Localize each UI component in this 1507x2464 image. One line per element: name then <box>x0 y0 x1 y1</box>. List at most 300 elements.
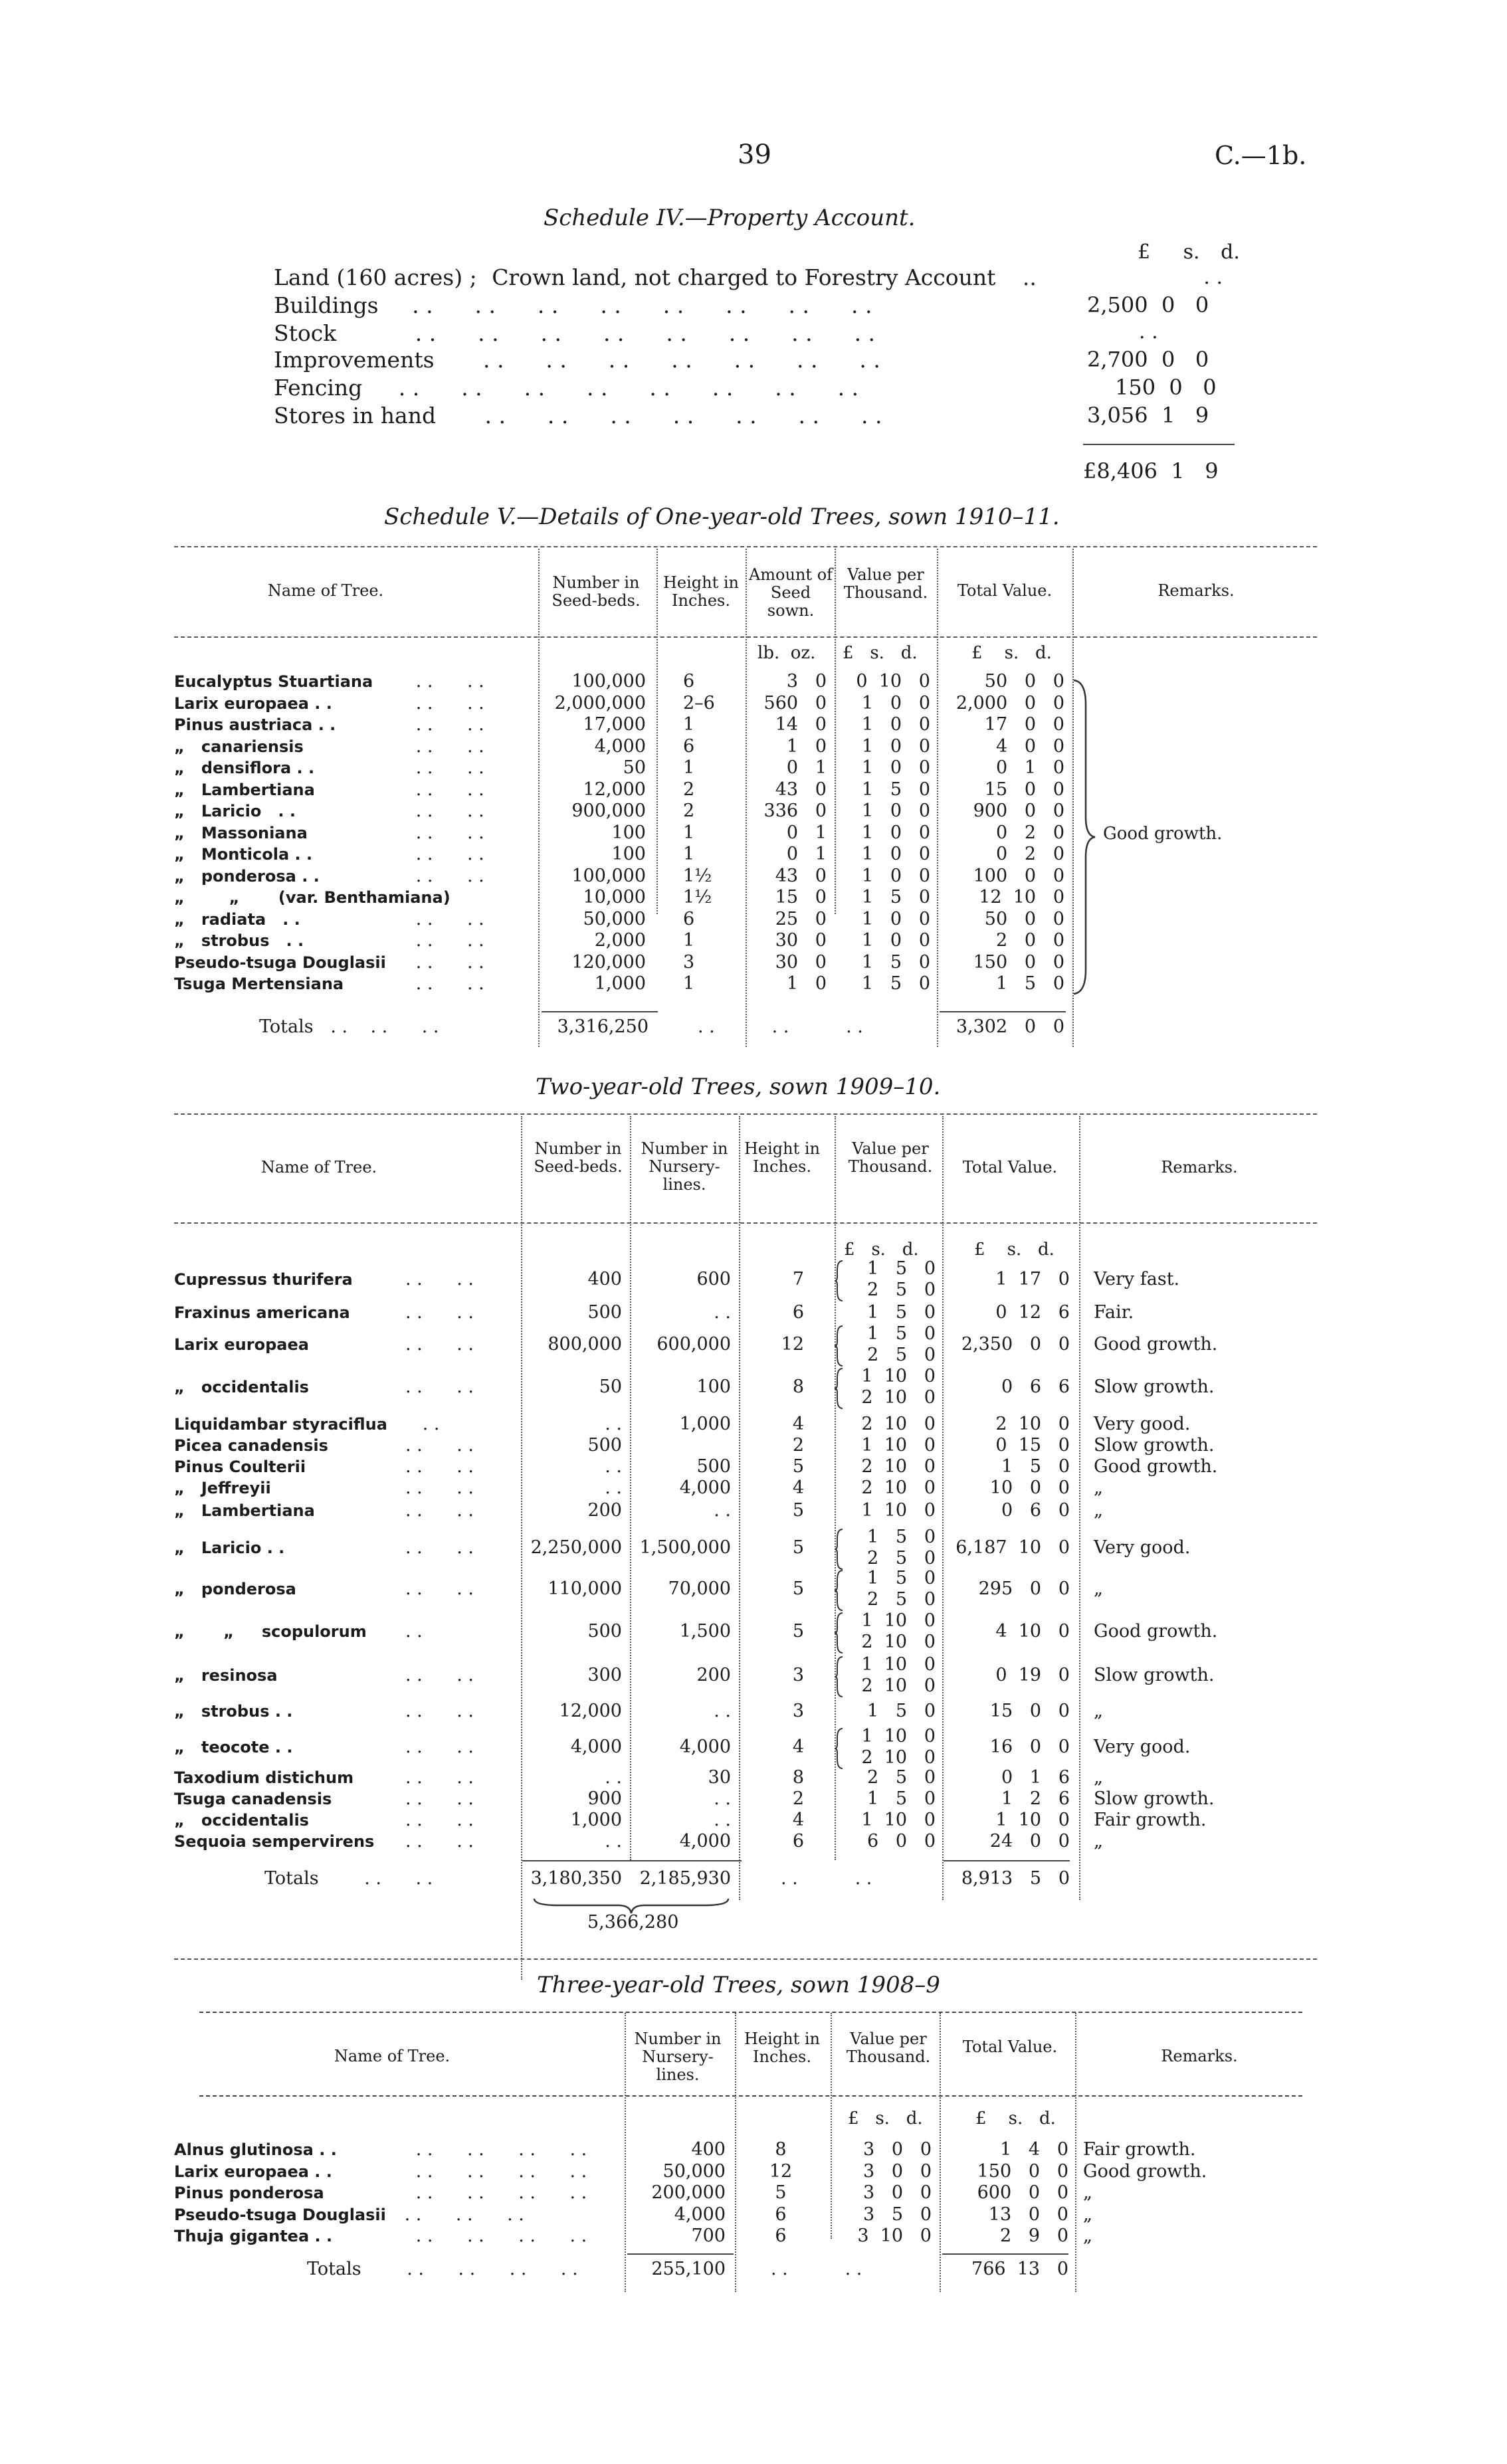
t2-nursery-cell: . . <box>714 1810 731 1830</box>
s4-label: Stores in hand <box>274 403 437 428</box>
s5-seedbeds-cell: 12,000 <box>583 779 646 800</box>
t2-height-cell: 4 <box>792 1414 804 1434</box>
shilling-header: s. <box>1183 240 1200 264</box>
t3-height-cell: 6 <box>775 2226 787 2246</box>
s5-tree-name: „ Massoniana <box>174 823 308 842</box>
t2-tree-name: Fraxinus americana <box>174 1303 350 1322</box>
t2-totals-rule <box>522 1860 742 1861</box>
s5-height-cell: 1½ <box>683 887 712 907</box>
t2-seedbeds-cell: . . <box>605 1477 622 1498</box>
s5-tree-name: „ „ (var. Benthamiana) <box>174 888 451 907</box>
t2-combined: 5,366,280 <box>587 1912 679 1933</box>
t2-tree-name: Liquidambar styraciflua <box>174 1415 387 1434</box>
t2-nursery-cell: . . <box>714 1500 731 1521</box>
s5-value-cell: 1 0 0 <box>861 844 930 864</box>
t3-header-name: Name of Tree. <box>334 2047 451 2065</box>
t2-total-cell: 10 0 0 <box>989 1477 1070 1498</box>
t2-tree-name: „ „ scopulorum <box>174 1622 367 1641</box>
s4-amount-stores: 3,056 1 9 <box>1087 403 1209 428</box>
t2-remark-cell: „ <box>1094 1831 1103 1851</box>
t3-sep <box>940 2013 942 2292</box>
t2-row-dots: . . . . <box>405 1456 474 1477</box>
t2-height-cell: 5 <box>792 1456 804 1477</box>
t2-total-cell: 1 10 0 <box>995 1810 1070 1830</box>
t2-height-cell: 8 <box>792 1767 804 1788</box>
t2-remark-cell: Very good. <box>1094 1537 1191 1558</box>
s5-seed-cell: 1 0 <box>786 973 827 994</box>
t2-height-cell: 3 <box>792 1665 804 1685</box>
t2-value-cell: 1 10 0 <box>861 1610 936 1631</box>
t3-height-cell: 5 <box>775 2182 787 2203</box>
s5-row-dots: . . . . <box>399 757 484 778</box>
t2-totals-rule2 <box>944 1860 1070 1861</box>
t2-value-brace <box>835 1325 844 1367</box>
t2-row-dots: . . . . <box>405 1302 474 1323</box>
s5-header-seedbeds: Number in Seed-beds. <box>552 573 641 610</box>
t2-value-cell: 2 10 0 <box>861 1387 936 1408</box>
t2-total-cell: 0 1 6 <box>1001 1767 1070 1788</box>
t2-row-dots: . . . . <box>405 1537 474 1558</box>
t2-remark-cell: „ <box>1094 1701 1103 1721</box>
t2-header-remarks: Remarks. <box>1161 1158 1238 1177</box>
t2-total-cell: 2,350 0 0 <box>961 1334 1070 1355</box>
t3-total-cell: 1 4 0 <box>999 2139 1068 2160</box>
t2-total-cell: 15 0 0 <box>989 1701 1070 1721</box>
t3-value-cell: 3 0 0 <box>862 2182 932 2203</box>
t2-tree-name: „ ponderosa <box>174 1580 296 1598</box>
t2-value-cell: 1 5 0 <box>866 1302 936 1323</box>
t2-row-dots: . . <box>405 1414 440 1434</box>
t2-nursery-cell: 500 <box>696 1456 731 1477</box>
s5-total-cell: 0 2 0 <box>995 822 1064 843</box>
s5-value-cell: 1 0 0 <box>861 714 930 735</box>
t2-remark-cell: Slow growth. <box>1094 1788 1215 1809</box>
t2-header-height: Height in Inches. <box>744 1139 821 1176</box>
s4-amount-land: . . <box>1203 266 1223 289</box>
t2-total-cell: 0 6 0 <box>1001 1500 1070 1521</box>
t2-bottom-rule <box>174 1958 1317 1960</box>
t2-value-cell: 6 0 0 <box>866 1831 936 1851</box>
t2-height-cell: 5 <box>792 1621 804 1642</box>
t3-tree-name: Pseudo-tsuga Douglasii <box>174 2205 386 2224</box>
t2-nursery-cell: 1,500 <box>679 1621 731 1642</box>
t3-header-value: Value per Thousand. <box>846 2030 931 2066</box>
t2-seedbeds-cell: 110,000 <box>548 1578 622 1599</box>
t3-totals-nursery: 255,100 <box>651 2259 726 2279</box>
s5-units-total: £ s. d. <box>971 643 1052 663</box>
t2-seedbeds-cell: 4,000 <box>570 1737 622 1757</box>
t3-totals-row <box>307 2259 578 2280</box>
t2-nursery-cell: 600 <box>696 1269 731 1289</box>
t2-value-cell: 2 10 0 <box>861 1675 936 1696</box>
s5-height-cell: 3 <box>683 951 695 973</box>
t2-seedbeds-cell: 500 <box>587 1621 622 1642</box>
t2-height-cell: 4 <box>792 1737 804 1757</box>
s5-header-remarks: Remarks. <box>1157 581 1235 600</box>
s5-row-dots: . . . . <box>399 973 484 994</box>
s5-height-cell: 6 <box>683 735 695 757</box>
s5-tree-name: „ canariensis <box>174 737 304 756</box>
s5-row-dots: . . . . <box>399 844 484 864</box>
s5-row-dots: . . . . <box>399 714 484 735</box>
t3-total-cell: 150 0 0 <box>977 2160 1068 2182</box>
schedule4-currency-header <box>1138 240 1240 264</box>
t3-remark-cell: Good growth. <box>1083 2160 1207 2182</box>
s5-seedbeds-cell: 2,000 <box>594 930 646 951</box>
s5-seed-cell: 1 0 <box>786 735 827 757</box>
t2-value-cell: 1 5 0 <box>866 1527 936 1547</box>
s5-total-cell: 12 10 0 <box>979 887 1064 907</box>
t2-top-rule <box>174 1113 1317 1115</box>
t2-total-cell: 24 0 0 <box>989 1831 1070 1851</box>
t3-row-dots: . . . . . . . . <box>399 2182 587 2203</box>
t2-row-dots: . . . . <box>405 1376 474 1397</box>
t2-value-cell: 1 5 0 <box>866 1258 936 1279</box>
t2-sep <box>1079 1116 1081 1900</box>
s5-total-cell: 2,000 0 0 <box>955 692 1064 713</box>
s4-row-stores <box>274 403 882 428</box>
s5-totals-label: Totals . . <box>259 1016 348 1037</box>
s5-value-cell: 1 0 0 <box>861 865 930 886</box>
t3-header-nursery: Number in Nursery-lines. <box>634 2030 722 2084</box>
t3-row-dots: . . . . . . . . <box>399 2226 587 2246</box>
t2-tree-name: Tsuga canadensis <box>174 1790 332 1808</box>
s4-amount-buildings: 2,500 0 0 <box>1087 292 1209 318</box>
t2-header-rule <box>174 1222 1317 1224</box>
t2-seedbeds-cell: 500 <box>587 1435 622 1456</box>
t2-tree-name: „ Lambertiana <box>174 1501 315 1520</box>
s5-row-dots: . . . . <box>399 671 484 692</box>
s5-tree-name: Tsuga Mertensiana <box>174 975 344 993</box>
t3-sep <box>1075 2013 1077 2292</box>
t2-value-cell: 1 5 0 <box>866 1323 936 1344</box>
s4-row-fencing <box>274 375 858 401</box>
t3-nursery-cell: 200,000 <box>651 2182 726 2203</box>
t3-row-dots: . . . . . . . . <box>399 2160 587 2182</box>
s4-dots: .. <box>1022 264 1037 290</box>
t3-tree-name: Pinus ponderosa <box>174 2184 324 2202</box>
s5-seed-cell: 336 0 <box>763 801 827 821</box>
t2-header-seedbeds: Number in Seed-beds. <box>534 1139 623 1176</box>
t2-seedbeds-cell: 12,000 <box>559 1701 622 1721</box>
t3-header-remarks: Remarks. <box>1161 2047 1238 2065</box>
t3-value-cell: 3 0 0 <box>862 2160 932 2182</box>
t3-tree-name: Thuja gigantea . . <box>174 2227 333 2245</box>
page-ref: C.—1b. <box>1215 141 1307 170</box>
t2-tree-name: Cupressus thurifera <box>174 1270 353 1289</box>
t2-remark-cell: Good growth. <box>1094 1621 1218 1642</box>
t2-remark-cell: Very good. <box>1094 1414 1191 1434</box>
s5-row-dots: . . . . <box>399 779 484 800</box>
t2-value-cell: 1 10 0 <box>861 1810 936 1830</box>
t2-total-cell: 1 2 6 <box>1001 1788 1070 1809</box>
t2-remark-cell: „ <box>1094 1500 1103 1521</box>
s5-height-cell: 2 <box>683 779 695 800</box>
t2-value-cell: 1 10 0 <box>861 1500 936 1521</box>
t3-remark-cell: „ <box>1083 2182 1092 2203</box>
s5-totals-mid: . . . . . . <box>698 1016 863 1037</box>
t2-tree-name: Taxodium distichum <box>174 1768 354 1787</box>
s5-seedbeds-cell: 120,000 <box>571 951 646 973</box>
t2-seedbeds-cell: . . <box>605 1414 622 1434</box>
s5-tree-name: „ strobus . . <box>174 931 304 950</box>
s5-seedbeds-cell: 100,000 <box>571 865 646 886</box>
t2-total-cell: 0 19 0 <box>995 1665 1070 1685</box>
t2-height-cell: 6 <box>792 1302 804 1323</box>
t3-top-rule <box>199 2012 1302 2013</box>
s5-seed-cell: 25 0 <box>775 908 827 929</box>
s5-total-cell: 50 0 0 <box>984 908 1064 929</box>
t2-row-dots: . . . . <box>405 1435 474 1456</box>
t3-totals-rule <box>627 2253 734 2255</box>
t3-totals-rule2 <box>942 2253 1068 2255</box>
t2-value-cell: 1 10 0 <box>861 1435 936 1456</box>
pound-header: £ <box>1138 240 1151 264</box>
t3-totals-total: 766 13 0 <box>971 2259 1068 2279</box>
t2-value-brace <box>835 1569 844 1612</box>
t2-remark-cell: Slow growth. <box>1094 1435 1215 1456</box>
t2-remark-cell: „ <box>1094 1767 1103 1788</box>
t2-totals-total: 8,913 5 0 <box>961 1868 1070 1889</box>
t3-height-cell: 6 <box>775 2204 787 2225</box>
t3-totals-label: Totals <box>307 2259 361 2279</box>
t3-remark-cell: „ <box>1083 2226 1092 2246</box>
t2-total-cell: 4 10 0 <box>995 1621 1070 1642</box>
t2-row-dots: . . . . <box>405 1334 474 1355</box>
s5-value-cell: 1 0 0 <box>861 822 930 843</box>
t2-height-cell: 4 <box>792 1477 804 1498</box>
t2-totals-label: Totals <box>264 1868 319 1889</box>
t2-total-cell: 2 10 0 <box>995 1414 1070 1434</box>
s5-height-cell: 1 <box>683 822 695 843</box>
t3-totals-dots: . . . . . . . . <box>407 2259 578 2279</box>
t2-nursery-cell: . . <box>714 1788 731 1809</box>
s4-dots: . . . . . . . . . . . . . . . . <box>415 320 876 346</box>
s5-height-cell: 6 <box>683 671 695 692</box>
t2-nursery-cell: 4,000 <box>679 1831 731 1851</box>
t2-nursery-cell: 200 <box>696 1665 731 1685</box>
t2-total-cell: 1 5 0 <box>1001 1456 1070 1477</box>
t2-nursery-cell: 1,000 <box>679 1414 731 1434</box>
t2-tree-name: „ strobus . . <box>174 1702 293 1721</box>
t2-value-cell: 1 10 0 <box>861 1726 936 1747</box>
t2-height-cell: 8 <box>792 1376 804 1397</box>
t2-row-dots: . . . . <box>405 1788 474 1809</box>
s5-seed-cell: 30 0 <box>775 930 827 951</box>
s5-header-name: Name of Tree. <box>267 581 384 600</box>
s5-height-cell: 6 <box>683 908 695 929</box>
s5-seed-cell: 15 0 <box>775 887 827 907</box>
t3-height-cell: 12 <box>769 2160 793 2182</box>
s5-header-total: Total Value. <box>957 581 1053 600</box>
t2-row-dots: . . . . <box>405 1477 474 1498</box>
t2-height-cell: 12 <box>781 1334 804 1355</box>
t2-remark-cell: Very good. <box>1094 1737 1191 1757</box>
s5-header-seed: Amount of Seed sown. <box>748 565 833 620</box>
t2-remark-cell: Fair. <box>1094 1302 1134 1323</box>
t2-seedbeds-cell: 800,000 <box>548 1334 622 1355</box>
t3-sep <box>735 2013 737 2292</box>
t3-value-cell: 3 5 0 <box>862 2204 932 2225</box>
t2-seedbeds-cell: 300 <box>587 1665 622 1685</box>
t2-remark-cell: Good growth. <box>1094 1456 1218 1477</box>
t3-nursery-cell: 4,000 <box>674 2204 726 2225</box>
s4-dots: . . . . . . . . . . . . . . . . <box>412 292 872 318</box>
s5-total-cell: 100 0 0 <box>973 865 1064 886</box>
t2-value-cell: 2 10 0 <box>861 1456 936 1477</box>
s5-seed-cell: 560 0 <box>763 692 827 713</box>
s4-amount-improvements: 2,700 0 0 <box>1087 347 1209 372</box>
s5-tree-name: „ ponderosa . . <box>174 866 320 886</box>
t2-nursery-cell: 4,000 <box>679 1737 731 1757</box>
s5-seedbeds-cell: 1,000 <box>594 973 646 994</box>
t2-seedbeds-cell: . . <box>605 1456 622 1477</box>
t2-height-cell: 5 <box>792 1578 804 1599</box>
t2-header-name: Name of Tree. <box>260 1158 377 1177</box>
s5-totals-row <box>259 1016 439 1038</box>
t2-value-cell: 2 5 0 <box>866 1279 936 1300</box>
t2-row-dots: . . . . <box>405 1767 474 1788</box>
t2-seedbeds-cell: 400 <box>587 1269 622 1289</box>
t3-value-cell: 3 10 0 <box>857 2226 932 2246</box>
s5-header-value: Value per Thousand. <box>843 565 928 602</box>
t2-value-cell: 2 5 0 <box>866 1548 936 1568</box>
s5-height-cell: 1 <box>683 844 695 864</box>
t3-tree-name: Larix europaea . . <box>174 2162 332 2181</box>
s4-note: Crown land, not charged to Forestry Account <box>492 264 996 290</box>
schedule5-title: Schedule V.—Details of One-year-old Trees, sown 1910–11. <box>384 504 1060 530</box>
s5-seed-cell: 43 0 <box>775 865 827 886</box>
s4-label: Stock <box>274 320 337 346</box>
t2-height-cell: 2 <box>792 1788 804 1809</box>
s5-total-cell: 2 0 0 <box>995 930 1064 951</box>
s5-total-cell: 0 2 0 <box>995 844 1064 864</box>
t2-row-dots: . . <box>405 1621 423 1642</box>
three-year-title: Three-year-old Trees, sown 1908–9 <box>537 1972 940 1998</box>
t2-total-cell: 6,187 10 0 <box>955 1537 1070 1558</box>
s5-tree-name: Eucalyptus Stuartiana <box>174 672 373 691</box>
t2-value-cell: 2 10 0 <box>861 1477 936 1498</box>
s5-seedbeds-cell: 2,000,000 <box>554 692 646 713</box>
two-year-title: Two-year-old Trees, sown 1909–10. <box>536 1074 941 1100</box>
t2-row-dots: . . . . <box>405 1701 474 1721</box>
s4-dots: . . . . . . . . . . . . . . <box>441 347 880 373</box>
s5-seed-cell: 3 0 <box>786 671 827 692</box>
s5-total-cell: 0 1 0 <box>995 757 1064 778</box>
s5-value-cell: 0 10 0 <box>856 671 930 692</box>
s5-value-cell: 1 0 0 <box>861 801 930 821</box>
t2-value-cell: 1 5 0 <box>866 1788 936 1809</box>
s5-seedbeds-cell: 50,000 <box>583 908 646 929</box>
t2-tree-name: „ occidentalis <box>174 1811 309 1830</box>
s5-height-cell: 1 <box>683 930 695 951</box>
s5-height-cell: 2–6 <box>683 692 715 713</box>
s5-totals-rule2 <box>940 1011 1066 1012</box>
t2-value-brace <box>835 1612 844 1654</box>
t2-nursery-cell: 70,000 <box>668 1578 731 1599</box>
t2-remark-cell: Fair growth. <box>1094 1810 1207 1830</box>
t2-remark-cell: Slow growth. <box>1094 1376 1215 1397</box>
s5-seed-cell: 0 1 <box>786 844 827 864</box>
t2-nursery-cell: 600,000 <box>656 1334 731 1355</box>
t2-tree-name: „ Laricio . . <box>174 1539 285 1557</box>
t2-seedbeds-cell: . . <box>605 1831 622 1851</box>
t2-total-cell: 16 0 0 <box>989 1737 1070 1757</box>
s5-value-cell: 1 0 0 <box>861 735 930 757</box>
s5-remark-brace <box>1071 678 1098 996</box>
t2-nursery-cell: 4,000 <box>679 1477 731 1498</box>
s5-units-value: £ s. d. <box>843 643 918 663</box>
s5-seedbeds-cell: 17,000 <box>583 714 646 735</box>
t3-row-dots: . . . . . . . . <box>399 2139 587 2160</box>
t2-total-cell: 0 12 6 <box>995 1302 1070 1323</box>
s4-amount-fencing: 150 0 0 <box>1115 375 1217 400</box>
s5-value-cell: 1 5 0 <box>861 779 930 800</box>
t2-height-cell: 7 <box>792 1269 804 1289</box>
s5-value-cell: 1 0 0 <box>861 757 930 778</box>
s4-row-land <box>274 264 1037 290</box>
t2-nursery-cell: 30 <box>708 1767 731 1788</box>
t2-totals-mid: . . . . <box>781 1868 872 1889</box>
s5-total-cell: 17 0 0 <box>984 714 1064 735</box>
t2-height-cell: 5 <box>792 1500 804 1521</box>
t3-header-rule <box>199 2095 1302 2097</box>
s5-seed-cell: 0 1 <box>786 757 827 778</box>
s5-total-cell: 1 5 0 <box>995 973 1064 994</box>
t2-height-cell: 2 <box>792 1435 804 1456</box>
s5-totals-rule <box>542 1011 658 1012</box>
s5-height-cell: 2 <box>683 801 695 821</box>
t2-tree-name: Sequoia sempervirens <box>174 1832 375 1851</box>
t2-value-brace <box>835 1656 844 1698</box>
s4-label: Fencing <box>274 375 363 401</box>
t3-remark-cell: Fair growth. <box>1083 2139 1196 2160</box>
t2-nursery-cell: . . <box>714 1701 731 1721</box>
t2-row-dots: . . . . <box>405 1831 474 1851</box>
s4-label: Buildings <box>274 292 379 318</box>
t2-value-cell: 1 10 0 <box>861 1366 936 1386</box>
t2-height-cell: 6 <box>792 1831 804 1851</box>
t2-seedbeds-cell: 500 <box>587 1302 622 1323</box>
t3-row-dots: . . . . . . <box>399 2204 524 2225</box>
t2-value-cell: 2 10 0 <box>861 1747 936 1768</box>
t2-totals-dots: . . . . <box>364 1868 433 1889</box>
t3-nursery-cell: 50,000 <box>662 2160 726 2182</box>
t2-row-dots: . . . . <box>405 1665 474 1685</box>
s5-tree-name: „ Laricio . . <box>174 802 296 820</box>
s5-tree-name: „ Monticola . . <box>174 845 313 864</box>
t2-tree-name: Pinus Coulterii <box>174 1458 306 1476</box>
s5-header-height: Height in Inches. <box>662 573 740 610</box>
t3-units-value: £ s. d. <box>848 2109 923 2129</box>
s4-total-rule <box>1083 444 1235 445</box>
s5-total-cell: 50 0 0 <box>984 671 1064 692</box>
s5-total-cell: 15 0 0 <box>984 779 1064 800</box>
s5-top-rule <box>174 546 1317 547</box>
s5-seedbeds-cell: 100 <box>611 844 646 864</box>
t2-remark-cell: „ <box>1094 1477 1103 1498</box>
t2-row-dots: . . . . <box>405 1737 474 1757</box>
s5-total-cell: 4 0 0 <box>995 735 1064 757</box>
s5-remark: Good growth. <box>1103 824 1223 844</box>
s4-label: Improvements <box>274 347 435 373</box>
t2-value-brace <box>835 1367 844 1410</box>
s5-tree-name: „ radiata . . <box>174 909 300 929</box>
t2-units-total: £ s. d. <box>974 1240 1055 1260</box>
s5-row-dots: . . . . <box>399 930 484 951</box>
t2-remark-cell: Good growth. <box>1094 1334 1218 1355</box>
t2-seedbeds-cell: . . <box>605 1767 622 1788</box>
